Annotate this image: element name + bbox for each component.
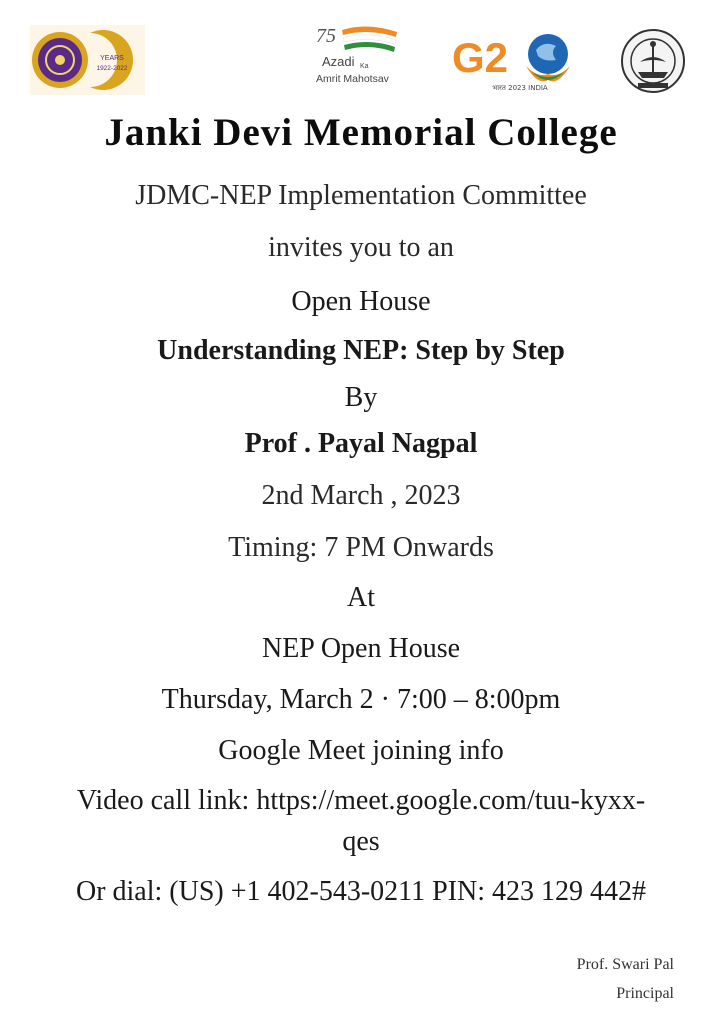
at-text: At xyxy=(347,582,375,613)
jdmc-seal-logo-icon xyxy=(620,28,686,94)
du-years-label: YEARS xyxy=(100,55,124,62)
svg-text:G2: G2 xyxy=(452,34,509,81)
speaker-name: Prof . Payal Nagpal xyxy=(244,428,478,459)
dial-in-info: Or dial: (US) +1 402-543-0211 PIN: 423 129 442# xyxy=(75,876,647,907)
g20-india-logo-icon xyxy=(452,28,577,94)
meet-info-heading: Google Meet joining info xyxy=(218,735,504,766)
event-timing: Timing: 7 PM Onwards xyxy=(228,532,494,563)
committee-name: JDMC-NEP Implementation Committee xyxy=(135,180,587,211)
event-date: 2nd March , 2023 xyxy=(261,480,461,511)
event-venue: NEP Open House xyxy=(261,633,461,664)
azadi-ka-word: Ka xyxy=(360,63,369,70)
amrit-mahotsav-word: Amrit Mahotsav xyxy=(316,73,389,85)
event-type: Open House xyxy=(291,286,431,317)
invites-text: invites you to an xyxy=(268,232,454,263)
du-year-range: 1922-2022 xyxy=(96,65,128,72)
svg-text:75: 75 xyxy=(316,25,336,47)
azadi-word: Azadi xyxy=(322,54,355,69)
g20-subtitle: भारत 2023 INDIA xyxy=(492,84,548,92)
video-call-link[interactable]: Video call link: https://meet.google.com/tuu-kyxx- xyxy=(76,785,646,816)
event-title: Understanding NEP: Step by Step xyxy=(157,335,565,366)
video-call-link-continued[interactable]: qes xyxy=(342,826,380,857)
principal-name: Prof. Swari Pal xyxy=(576,956,674,973)
event-schedule: Thursday, March 2 · 7:00 – 8:00pm xyxy=(161,684,561,715)
by-text: By xyxy=(344,382,378,413)
college-name: Janki Devi Memorial College xyxy=(104,111,618,154)
azadi-ka-amrit-mahotsav-logo-icon xyxy=(312,22,422,88)
du-centenary-logo-icon xyxy=(30,25,145,95)
principal-title: Principal xyxy=(616,985,674,1002)
